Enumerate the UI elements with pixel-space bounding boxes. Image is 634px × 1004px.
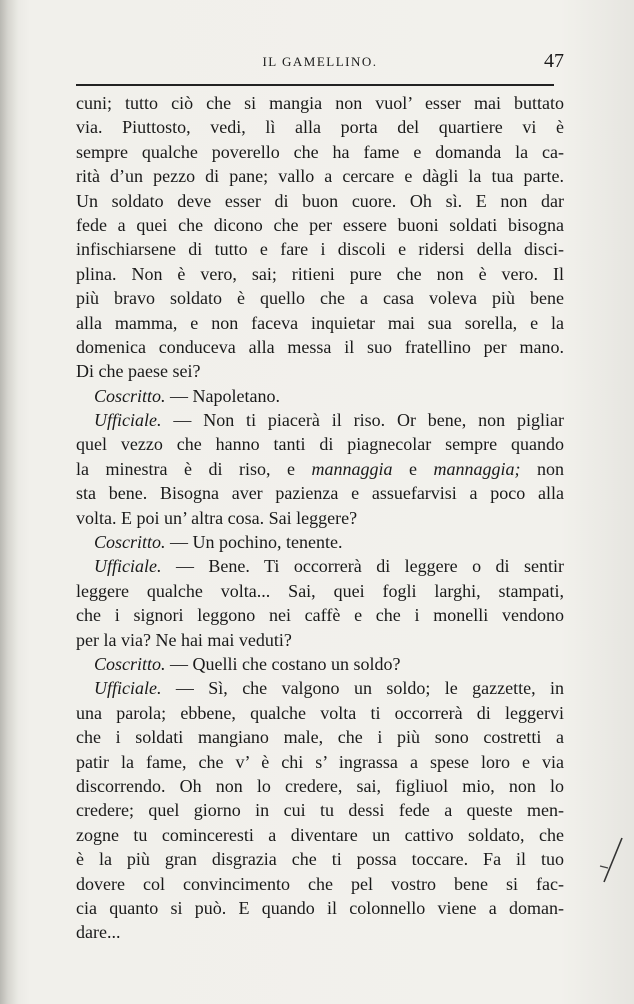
- text-run: — Un pochino, tenente.: [165, 532, 343, 553]
- text-line: [76, 115, 564, 139]
- text-run: — Sì, che valgono un soldo; le gazzette, in: [161, 678, 564, 699]
- text-run: più bravo soldato è quello che a casa voleva più bene: [76, 288, 564, 309]
- text-run: che i soldati mangiano male, che i più sono costretti a: [76, 727, 564, 748]
- text-line: [76, 652, 564, 676]
- page-header: [76, 50, 564, 74]
- text-line: [76, 603, 564, 627]
- text-run: infischiarsene di tutto e fare i discoli e ridersi della disci-: [76, 239, 564, 260]
- text-run: non: [520, 458, 564, 479]
- text-run: discorrendo. Oh non lo credere, sai, figliuol mio, non lo: [76, 775, 564, 796]
- text-run: via. Piuttosto, vedi, lì alla porta del quartiere vi è: [76, 117, 564, 138]
- text-run: una parola; ebbene, qualche volta ti occorrerà di leggervi: [76, 702, 564, 723]
- text-line: [76, 335, 564, 359]
- text-line: [76, 311, 564, 335]
- italic-text: Coscritto.: [94, 653, 166, 674]
- text-run: e: [392, 458, 434, 479]
- text-run: sta bene. Bisogna aver pazienza e assuefarvisi a poco alla: [76, 483, 564, 504]
- text-line: [76, 286, 564, 310]
- text-line: [76, 774, 564, 798]
- text-line: [76, 798, 564, 822]
- text-line: [76, 262, 564, 286]
- text-run: — Napoletano.: [165, 385, 280, 406]
- italic-text: Coscritto.: [94, 532, 166, 553]
- text-line: [76, 823, 564, 847]
- text-run: dovere col convincimento che pel vostro bene si fac-: [76, 873, 564, 894]
- text-run: — Bene. Ti occorrerà di leggere o di sentir: [161, 556, 564, 577]
- page-gutter-shadow: [0, 0, 18, 1004]
- text-line: [76, 506, 564, 530]
- text-line: [76, 579, 564, 603]
- page-number: 47: [544, 50, 564, 72]
- italic-text: Ufficiale.: [94, 678, 162, 699]
- text-run: cia quanto si può. E quando il colonnello viene a doman-: [76, 897, 564, 918]
- italic-text: Ufficiale.: [94, 410, 162, 431]
- text-line: [76, 164, 564, 188]
- text-run: quel vezzo che hanno tanti di piagnecolar sempre quando: [76, 434, 564, 455]
- text-line: [76, 481, 564, 505]
- text-run: Di che paese sei?: [76, 361, 201, 382]
- text-line: [76, 920, 564, 944]
- header-rule: [76, 84, 554, 86]
- text-line: [76, 384, 564, 408]
- text-line: [76, 432, 564, 456]
- text-line: [76, 750, 564, 774]
- text-run: la minestra è di riso, e: [76, 458, 312, 479]
- text-run: è la più gran disgrazia che ti possa toccare. Fa il tuo: [76, 849, 564, 870]
- text-line: [76, 189, 564, 213]
- running-title: IL GAMELLINO.: [262, 54, 378, 69]
- text-line: [76, 847, 564, 871]
- text-line: [76, 530, 564, 554]
- text-run: domenica conduceva alla messa il suo fratellino per mano.: [76, 336, 564, 357]
- text-run: credere; quel giorno in cui tu dessi fede a queste men-: [76, 800, 564, 821]
- text-run: — Quelli che costano un soldo?: [165, 653, 401, 674]
- text-run: leggere qualche volta... Sai, quei fogli larghi, stampati,: [76, 580, 564, 601]
- text-line: [76, 701, 564, 725]
- pencil-mark-icon: [598, 836, 626, 886]
- italic-text: mannaggia;: [433, 458, 521, 479]
- text-line: [76, 140, 564, 164]
- text-line: [76, 872, 564, 896]
- text-run: alla mamma, e non faceva inquietar mai sua sorella, e la: [76, 312, 564, 333]
- italic-text: Coscritto.: [94, 385, 166, 406]
- body-text: [76, 91, 564, 945]
- text-run: — Non ti piacerà il riso. Or bene, non pigliar: [161, 410, 564, 431]
- text-line: [76, 896, 564, 920]
- text-run: sempre qualche poverello che ha fame e domanda la ca-: [76, 141, 564, 162]
- text-line: [76, 237, 564, 261]
- text-line: [76, 408, 564, 432]
- text-line: [76, 457, 564, 481]
- text-run: cuni; tutto ciò che si mangia non vuol’ esser mai buttato: [76, 93, 564, 113]
- text-run: patir la fame, che v’ è chi s’ ingrassa a spese loro e via: [76, 751, 564, 772]
- text-run: zogne tu cominceresti a diventare un cattivo soldato, che: [76, 824, 564, 845]
- text-run: rità d’un pezzo di pane; vallo a cercare e dàgli la tua parte.: [76, 166, 564, 187]
- text-run: per la via? Ne hai mai veduti?: [76, 629, 292, 650]
- italic-text: Ufficiale.: [94, 556, 162, 577]
- text-line: [76, 213, 564, 237]
- text-line: [76, 554, 564, 578]
- text-line: [76, 91, 564, 115]
- text-line: [76, 725, 564, 749]
- text-line: [76, 676, 564, 700]
- text-run: volta. E poi un’ altra cosa. Sai leggere?: [76, 507, 358, 528]
- text-run: Un soldato deve esser di buon cuore. Oh sì. E non dar: [76, 190, 564, 211]
- text-run: dare...: [76, 922, 121, 943]
- text-line: [76, 628, 564, 652]
- italic-text: mannaggia: [311, 458, 393, 479]
- text-run: fede a quei che dicono che per essere buoni soldati bisogna: [76, 214, 564, 235]
- text-line: [76, 359, 564, 383]
- text-run: plina. Non è vero, sai; ritieni pure che non è vero. Il: [76, 263, 564, 284]
- text-run: che i signori leggono nei caffè e che i monelli vendono: [76, 605, 564, 626]
